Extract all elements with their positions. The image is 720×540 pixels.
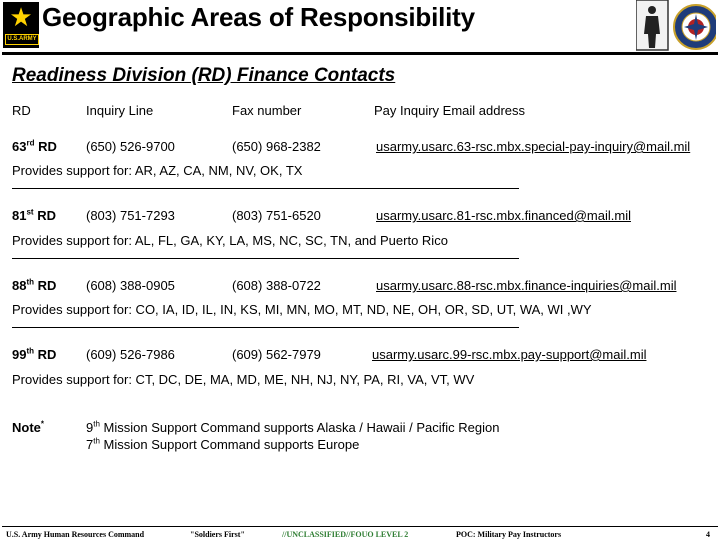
inquiry-phone: (650) 526-9700 (86, 139, 175, 154)
column-header-email: Pay Inquiry Email address (374, 103, 526, 118)
email-link[interactable]: usarmy.usarc.88-rsc.mbx.finance-inquiries@mail.mil (376, 278, 677, 293)
note-label: Note* (12, 419, 45, 435)
column-header-inquiry-line: Inquiry Line (86, 103, 154, 118)
rd-label: 81st RD (12, 207, 56, 223)
section-title: Readiness Division (RD) Finance Contacts (12, 65, 396, 86)
fax-number: (803) 751-6520 (232, 208, 321, 223)
page-number: 4 (706, 530, 710, 539)
fax-number: (608) 388-0722 (232, 278, 321, 293)
rd-label: 63rd RD (12, 138, 57, 154)
army-star-icon: ★ (9, 2, 33, 32)
row-divider (12, 188, 519, 189)
footer-org: U.S. Army Human Resources Command (6, 530, 145, 539)
footer-poc: POC: Military Pay Instructors (456, 530, 562, 539)
email-link[interactable]: usarmy.usarc.63-rsc.mbx.special-pay-inquiry@mail.mil (376, 139, 691, 154)
support-text: Provides support for: AL, FL, GA, KY, LA, MS, NC, SC, TN, and Puerto Rico (12, 233, 448, 248)
footer-divider (2, 526, 718, 527)
inquiry-phone: (803) 751-7293 (86, 208, 175, 223)
email-link[interactable]: usarmy.usarc.99-rsc.mbx.pay-support@mail.mil (372, 347, 647, 362)
support-text: Provides support for: CT, DC, DE, MA, MD, ME, NH, NJ, NY, PA, RI, VA, VT, WV (12, 372, 475, 387)
rd-label: 88th RD (12, 277, 57, 293)
note-line-europe: 7th Mission Support Command supports Europe (86, 436, 360, 452)
note-line-pacific: 9th Mission Support Command supports Alaska / Hawaii / Pacific Region (86, 419, 500, 435)
fax-number: (650) 968-2382 (232, 139, 321, 154)
inquiry-phone: (609) 526-7986 (86, 347, 175, 362)
support-text: Provides support for: AR, AZ, CA, NM, NV, OK, TX (12, 163, 303, 178)
rd-label: 99th RD (12, 346, 57, 362)
email-link[interactable]: usarmy.usarc.81-rsc.mbx.financed@mail.mil (376, 208, 631, 223)
fax-number: (609) 562-7979 (232, 347, 321, 362)
column-header-rd: RD (12, 103, 31, 118)
column-header-fax: Fax number (232, 103, 302, 118)
footer-classification: //UNCLASSIFIED//FOUO LEVEL 2 (282, 530, 409, 539)
army-logo-text: U.S.ARMY (5, 34, 39, 45)
header-divider (2, 52, 718, 55)
hrc-seal-icon (636, 0, 716, 52)
page-title: Geographic Areas of Responsibility (42, 2, 475, 32)
army-logo (3, 2, 39, 48)
support-text: Provides support for: CO, IA, ID, IL, IN, KS, MI, MN, MO, MT, ND, NE, OH, OR, SD, UT, WA, WI ,WY (12, 302, 592, 317)
row-divider (12, 258, 519, 259)
row-divider (12, 327, 519, 328)
inquiry-phone: (608) 388-0905 (86, 278, 175, 293)
footer-motto: "Soldiers First" (190, 530, 245, 539)
